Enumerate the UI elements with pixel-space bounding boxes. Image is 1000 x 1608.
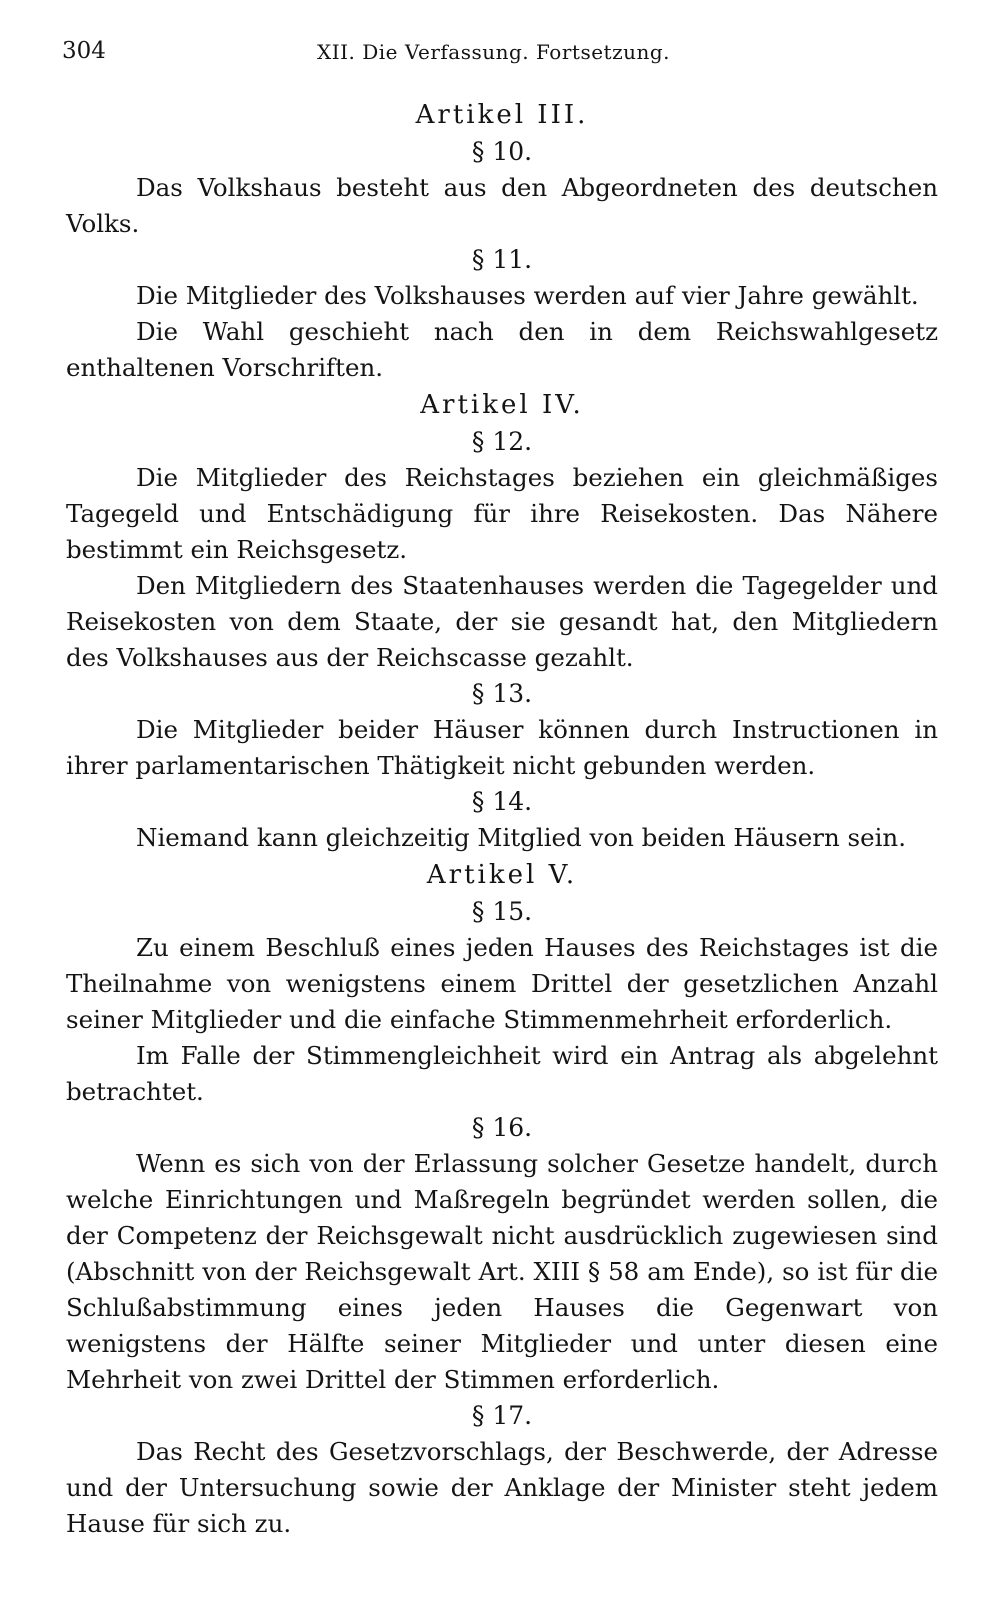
- running-head: XII. Die Verfassung. Fortsetzung.: [317, 40, 671, 64]
- section-heading: § 12.: [471, 427, 533, 456]
- paragraph: Wenn es sich von der Erlassung solcher Gesetze handelt, durch welche Einrichtungen und Maßregeln begründet werden sollen, die der Competenz der Reichsgewalt nicht ausdrücklich zugewiesen sind (Abschnitt von der Reichsgewalt Art. XIII § 58 am Ende), so ist für die Schlußabstimmung eines jeden Hauses die Gegenwart von wenigstens der Hälfte seiner Mitglieder und unter diesen eine Mehrheit von zwei Drittel der Stimmen erforderlich.: [66, 1149, 938, 1394]
- section-heading: § 13.: [471, 679, 533, 708]
- paragraph: Den Mitgliedern des Staatenhauses werden die Tagegelder und Reisekosten von dem Staate, der sie gesandt hat, den Mitgliedern des Volkshauses aus der Reichscasse gezahlt.: [66, 571, 938, 672]
- paragraph: Die Wahl geschieht nach den in dem Reichswahlgesetz enthaltenen Vorschriften.: [66, 317, 938, 382]
- paragraph: Die Mitglieder beider Häuser können durch Instructionen in ihrer parlamentarischen Thätigkeit nicht gebunden werden.: [66, 715, 938, 780]
- section-heading: § 11.: [471, 245, 533, 274]
- paragraph: Das Volkshaus besteht aus den Abgeordneten des deutschen Volks.: [66, 173, 938, 238]
- section-heading: § 16.: [471, 1113, 533, 1142]
- paragraph: Das Recht des Gesetzvorschlags, der Beschwerde, der Adresse und der Untersuchung sowie der Anklage der Minister steht jedem Hause für sich zu.: [66, 1437, 938, 1538]
- paragraph: Die Mitglieder des Reichstages beziehen ein gleichmäßiges Tagegeld und Entschädigung für ihre Reisekosten. Das Nähere bestimmt ein Reichsgesetz.: [66, 463, 938, 564]
- page-header: [62, 38, 937, 72]
- section-heading: § 17.: [471, 1401, 533, 1430]
- article-heading: Artikel IV.: [420, 390, 584, 420]
- paragraph: Niemand kann gleichzeitig Mitglied von beiden Häusern sein.: [136, 823, 907, 852]
- page-number: 304: [62, 38, 106, 64]
- section-heading: § 14.: [471, 787, 533, 816]
- page-body: [66, 96, 938, 1542]
- paragraph: Im Falle der Stimmengleichheit wird ein Antrag als abgelehnt betrachtet.: [66, 1041, 938, 1106]
- section-heading: § 10.: [471, 137, 533, 166]
- paragraph: Zu einem Beschluß eines jeden Hauses des Reichstages ist die Theilnahme von wenigstens einem Drittel der gesetzlichen Anzahl seiner Mitglieder und die einfache Stimmenmehrheit erforderlich.: [66, 933, 938, 1034]
- section-heading: § 15.: [471, 897, 533, 926]
- article-heading: Artikel V.: [426, 860, 578, 890]
- article-heading: Artikel III.: [415, 100, 589, 130]
- paragraph: Die Mitglieder des Volkshauses werden auf vier Jahre gewählt.: [136, 281, 919, 310]
